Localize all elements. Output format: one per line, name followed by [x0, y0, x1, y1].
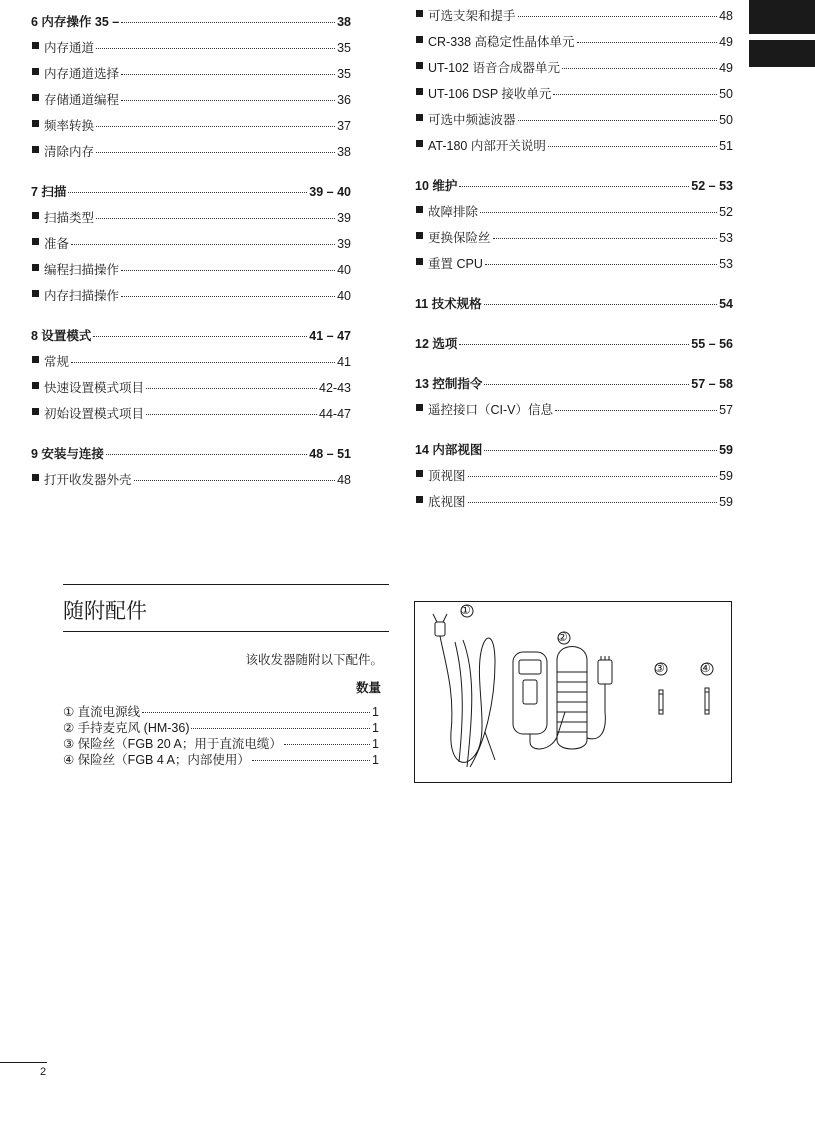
toc-label: 9 安装与连接	[31, 447, 104, 461]
section-gap	[31, 312, 351, 326]
leader-dots	[468, 476, 718, 477]
toc-label: 常规	[31, 352, 69, 370]
toc-page-number: 38	[337, 15, 351, 29]
leader-dots	[121, 270, 335, 271]
toc-label: 10 维护	[415, 179, 458, 193]
toc-entry[interactable]	[415, 228, 733, 254]
leader-dots	[577, 42, 718, 43]
leader-dots	[134, 480, 336, 481]
toc-page-number: 59	[719, 469, 733, 483]
section-gap	[415, 280, 733, 294]
toc-page-number: 52	[719, 205, 733, 219]
leader-dots	[518, 16, 718, 17]
toc-page-number: 41 – 47	[309, 329, 351, 343]
figure-label-4: ④	[700, 661, 711, 675]
accessory-qty: 1	[372, 705, 379, 719]
toc-section-heading[interactable]	[31, 326, 351, 346]
toc-left-column	[31, 12, 351, 496]
quantity-header: 数量	[355, 681, 381, 695]
toc-label: 底视图	[415, 492, 466, 510]
leader-dots	[121, 22, 335, 23]
leader-dots	[96, 152, 335, 153]
toc-page-number: 35	[337, 67, 351, 81]
toc-page-number: 41	[337, 355, 351, 369]
accessories-intro: 该收发器随附以下配件。	[245, 653, 383, 667]
toc-label: UT-106 DSP 接收单元	[415, 84, 551, 102]
toc-page-number: 59	[719, 495, 733, 509]
leader-dots	[71, 244, 335, 245]
toc-entry[interactable]	[415, 58, 733, 84]
figure-label-3: ③	[654, 661, 665, 675]
section-gap	[415, 360, 733, 374]
leader-dots	[71, 362, 335, 363]
section-tab-marker-secondary	[749, 40, 815, 67]
toc-page-number: 48	[337, 473, 351, 487]
leader-dots	[146, 414, 317, 415]
section-gap	[415, 426, 733, 440]
toc-entry[interactable]	[415, 84, 733, 110]
accessory-item	[63, 702, 389, 718]
toc-entry[interactable]	[415, 254, 733, 280]
toc-entry[interactable]	[31, 404, 351, 430]
figure-label-2: ②	[557, 630, 568, 644]
toc-page-number: 42-43	[319, 381, 351, 395]
leader-dots	[252, 760, 370, 761]
section-gap	[415, 320, 733, 334]
toc-entry[interactable]	[31, 142, 351, 168]
accessories-illustration	[415, 602, 731, 782]
leader-dots	[121, 74, 335, 75]
section-gap	[31, 168, 351, 182]
leader-dots	[459, 344, 689, 345]
leader-dots	[68, 192, 307, 193]
leader-dots	[468, 502, 718, 503]
toc-label: 7 扫描	[31, 185, 67, 199]
toc-section-heading[interactable]	[415, 176, 733, 196]
toc-right-column	[415, 6, 733, 518]
toc-entry[interactable]	[415, 110, 733, 136]
toc-page-number: 53	[719, 257, 733, 271]
accessory-label: ④ 保险丝（FGB 4 A；内部使用）	[63, 753, 250, 767]
accessory-item	[63, 734, 389, 750]
leader-dots	[96, 126, 335, 127]
toc-label: 频率转换	[31, 116, 94, 134]
toc-page-number: 48	[719, 9, 733, 23]
toc-page-number: 54	[719, 297, 733, 311]
leader-dots	[121, 100, 335, 101]
toc-entry[interactable]	[415, 32, 733, 58]
toc-page-number: 37	[337, 119, 351, 133]
toc-label: 打开收发器外壳	[31, 470, 132, 488]
accessory-qty: 1	[372, 753, 379, 767]
accessories-list	[63, 702, 389, 766]
toc-page-number: 55 – 56	[691, 337, 733, 351]
toc-label: 13 控制指令	[415, 377, 483, 391]
fuse-illustrations	[659, 688, 709, 714]
accessory-label: ① 直流电源线	[63, 705, 141, 719]
toc-page-number: 35	[337, 41, 351, 55]
toc-page-number: 48 – 51	[309, 447, 351, 461]
toc-entry[interactable]	[31, 260, 351, 286]
toc-entry[interactable]	[415, 400, 733, 426]
toc-page-number: 44-47	[319, 407, 351, 421]
toc-section-heading[interactable]	[31, 182, 351, 202]
toc-label: UT-102 语音合成器单元	[415, 58, 560, 76]
toc-entry[interactable]	[415, 466, 733, 492]
leader-dots	[480, 212, 717, 213]
toc-label: 内存通道	[31, 38, 94, 56]
toc-entry[interactable]	[31, 234, 351, 260]
accessory-item	[63, 718, 389, 734]
toc-label: 遥控接口（CI-V）信息	[415, 400, 553, 418]
leader-dots	[485, 264, 717, 265]
toc-page-number: 59	[719, 443, 733, 457]
toc-label: 编程扫描操作	[31, 260, 119, 278]
leader-dots	[548, 146, 717, 147]
accessory-qty: 1	[372, 721, 379, 735]
dc-power-cable-illustration	[433, 614, 495, 767]
toc-label: 内存通道选择	[31, 64, 119, 82]
toc-label: 初始设置模式项目	[31, 404, 144, 422]
toc-entry[interactable]	[415, 6, 733, 32]
toc-section-heading[interactable]	[415, 440, 733, 460]
toc-page-number: 36	[337, 93, 351, 107]
accessory-label: ② 手持麦克风 (HM-36)	[63, 721, 190, 735]
toc-entry[interactable]	[31, 90, 351, 116]
leader-dots	[555, 410, 717, 411]
toc-page-number: 57 – 58	[691, 377, 733, 391]
toc-page-number: 39	[337, 211, 351, 225]
toc-section-heading[interactable]	[415, 334, 733, 354]
leader-dots	[553, 94, 717, 95]
toc-page-number: 57	[719, 403, 733, 417]
section-gap	[415, 162, 733, 176]
page-number-rule	[0, 1062, 47, 1063]
leader-dots	[106, 454, 307, 455]
toc-label: 8 设置模式	[31, 329, 92, 343]
section-tab-marker	[749, 0, 815, 34]
toc-entry[interactable]	[31, 208, 351, 234]
toc-page-number: 52 – 53	[691, 179, 733, 193]
toc-entry[interactable]	[31, 116, 351, 142]
leader-dots	[493, 238, 718, 239]
toc-page-number: 51	[719, 139, 733, 153]
toc-label: CR-338 高稳定性晶体单元	[415, 32, 575, 50]
toc-section-heading[interactable]	[31, 444, 351, 464]
leader-dots	[484, 384, 689, 385]
leader-dots	[284, 744, 370, 745]
toc-label: 存储通道编程	[31, 90, 119, 108]
leader-dots	[562, 68, 717, 69]
page-number: 2	[40, 1066, 47, 1078]
toc-page-number: 50	[719, 87, 733, 101]
toc-page-number: 40	[337, 263, 351, 277]
leader-dots	[96, 48, 335, 49]
toc-page-number: 49	[719, 61, 733, 75]
toc-page-number: 39 – 40	[309, 185, 351, 199]
toc-label: 可选支架和提手	[415, 6, 516, 24]
toc-page-number: 49	[719, 35, 733, 49]
accessories-title: 随附配件	[63, 585, 389, 632]
toc-section-heading[interactable]	[415, 374, 733, 394]
toc-label: 清除内存	[31, 142, 94, 160]
toc-label: 故障排除	[415, 202, 478, 220]
toc-label: 11 技术规格	[415, 297, 482, 311]
accessory-label: ③ 保险丝（FGB 20 A；用于直流电缆）	[63, 737, 282, 751]
toc-label: 顶视图	[415, 466, 466, 484]
leader-dots	[484, 450, 717, 451]
toc-page-number: 53	[719, 231, 733, 245]
toc-label: 可选中频滤波器	[415, 110, 516, 128]
toc-entry[interactable]	[31, 470, 351, 496]
toc-entry[interactable]	[31, 286, 351, 312]
accessories-section	[63, 584, 389, 766]
toc-entry[interactable]	[31, 64, 351, 90]
toc-label: 扫描类型	[31, 208, 94, 226]
figure-label-1: ①	[460, 603, 471, 617]
toc-label: AT-180 内部开关说明	[415, 136, 546, 154]
leader-dots	[518, 120, 718, 121]
toc-entry[interactable]	[415, 136, 733, 162]
section-gap	[31, 430, 351, 444]
toc-section-heading[interactable]	[415, 294, 733, 314]
hand-microphone-illustration	[513, 647, 612, 750]
toc-page-number: 38	[337, 145, 351, 159]
accessory-qty: 1	[372, 737, 379, 751]
accessories-figure	[414, 601, 732, 783]
toc-entry[interactable]	[31, 352, 351, 378]
toc-page-number: 39	[337, 237, 351, 251]
leader-dots	[191, 728, 370, 729]
toc-label: 快速设置模式项目	[31, 378, 144, 396]
leader-dots	[142, 712, 370, 713]
leader-dots	[459, 186, 689, 187]
leader-dots	[484, 304, 717, 305]
toc-page-number: 50	[719, 113, 733, 127]
toc-page-number: 40	[337, 289, 351, 303]
toc-label: 准备	[31, 234, 69, 252]
accessory-item	[63, 750, 389, 766]
toc-entry[interactable]	[415, 492, 733, 518]
leader-dots	[93, 336, 307, 337]
leader-dots	[146, 388, 317, 389]
toc-entry[interactable]	[31, 38, 351, 64]
leader-dots	[96, 218, 335, 219]
toc-label: 内存扫描操作	[31, 286, 119, 304]
toc-entry[interactable]	[415, 202, 733, 228]
toc-label: 12 选项	[415, 337, 458, 351]
toc-label: 更换保险丝	[415, 228, 491, 246]
toc-label: 14 内部视图	[415, 443, 483, 457]
toc-section-heading[interactable]	[31, 12, 351, 32]
toc-label: 重置 CPU	[415, 254, 483, 272]
toc-label: 6 内存操作 35 –	[31, 15, 120, 29]
leader-dots	[121, 296, 335, 297]
toc-entry[interactable]	[31, 378, 351, 404]
